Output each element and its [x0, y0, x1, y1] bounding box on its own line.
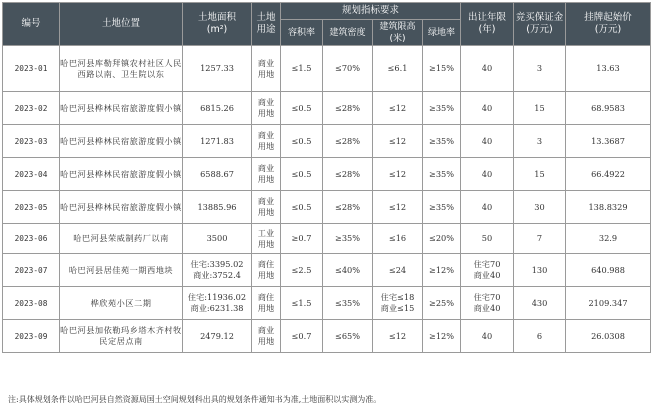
header-planning: 规划指标要求 [281, 3, 461, 20]
cell-far: ≤0.7 [281, 320, 323, 353]
table-row [3, 254, 651, 287]
cell-term: 40 [461, 125, 514, 158]
cell-area: 2479.12 [183, 320, 252, 353]
cell-code: 2023-06 [3, 224, 60, 254]
cell-code: 2023-09 [3, 320, 60, 353]
cell-term: 40 [461, 158, 514, 191]
cell-deposit: 6 [514, 320, 566, 353]
cell-term: 50 [461, 224, 514, 254]
cell-area: 6588.67 [183, 158, 252, 191]
cell-code: 2023-07 [3, 254, 60, 287]
header-term: 出让年限 (年) [461, 3, 514, 46]
cell-location: 哈巴河县桦林民宿旅游度假小镇 [60, 125, 183, 158]
cell-code: 2023-02 [3, 92, 60, 125]
cell-height: ≤24 [373, 254, 423, 287]
header-density: 建筑密度 [323, 20, 373, 46]
cell-deposit: 30 [514, 191, 566, 224]
header-far: 容积率 [281, 20, 323, 46]
cell-far: ≤1.5 [281, 46, 323, 92]
cell-density: ≤28% [323, 125, 373, 158]
cell-far: ≤1.5 [281, 287, 323, 320]
cell-use: 商业 用地 [252, 320, 281, 353]
cell-deposit: 430 [514, 287, 566, 320]
cell-far: ≤2.5 [281, 254, 323, 287]
cell-price: 68.9583 [566, 92, 651, 125]
cell-green: ≥35% [423, 191, 461, 224]
cell-height: ≤12 [373, 320, 423, 353]
cell-density: ≤70% [323, 46, 373, 92]
cell-deposit: 15 [514, 158, 566, 191]
cell-deposit: 130 [514, 254, 566, 287]
cell-deposit: 3 [514, 125, 566, 158]
cell-location: 哈巴河县桦林民宿旅游度假小镇 [60, 92, 183, 125]
cell-use: 商业 用地 [252, 92, 281, 125]
cell-price: 138.8329 [566, 191, 651, 224]
cell-density: ≤40% [323, 254, 373, 287]
cell-area: 6815.26 [183, 92, 252, 125]
cell-green: ≥35% [423, 125, 461, 158]
cell-use: 商住 用地 [252, 254, 281, 287]
table-body [3, 46, 651, 353]
table-row [3, 287, 651, 320]
cell-code: 2023-05 [3, 191, 60, 224]
cell-use: 商业 用地 [252, 125, 281, 158]
table-row [3, 224, 651, 254]
table-row [3, 125, 651, 158]
header-price: 挂牌起始价 (万元) [566, 3, 651, 46]
cell-density: ≤65% [323, 320, 373, 353]
cell-area: 1257.33 [183, 46, 252, 92]
cell-code: 2023-04 [3, 158, 60, 191]
cell-density: ≤28% [323, 92, 373, 125]
cell-location: 哈巴河县库勒拜镇农村社区人民西路以南、卫生院以东 [60, 46, 183, 92]
cell-far: ≤0.5 [281, 125, 323, 158]
cell-location: 哈巴河县加依勒玛乡塔木齐村牧民定居点南 [60, 320, 183, 353]
cell-density: ≥35% [323, 224, 373, 254]
cell-use: 商住 用地 [252, 287, 281, 320]
cell-code: 2023-03 [3, 125, 60, 158]
cell-deposit: 7 [514, 224, 566, 254]
table-row [3, 92, 651, 125]
cell-far: ≤0.5 [281, 191, 323, 224]
cell-far: ≥0.7 [281, 224, 323, 254]
cell-price: 13.3687 [566, 125, 651, 158]
cell-code: 2023-08 [3, 287, 60, 320]
cell-far: ≤0.5 [281, 92, 323, 125]
cell-use: 工业 用地 [252, 224, 281, 254]
cell-green: ≥12% [423, 320, 461, 353]
cell-use: 商业 用地 [252, 158, 281, 191]
cell-height: ≤6.1 [373, 46, 423, 92]
cell-term: 40 [461, 92, 514, 125]
cell-area: 住宅:3395.02 商业:3752.4 [183, 254, 252, 287]
table-row [3, 191, 651, 224]
header-use: 土地 用途 [252, 3, 281, 46]
cell-green: ≥15% [423, 46, 461, 92]
cell-height: ≤12 [373, 125, 423, 158]
cell-green: ≥25% [423, 287, 461, 320]
cell-location: 哈巴河县桦林民宿旅游度假小镇 [60, 158, 183, 191]
cell-price: 32.9 [566, 224, 651, 254]
cell-location: 桦欣苑小区二期 [60, 287, 183, 320]
cell-density: ≤28% [323, 191, 373, 224]
cell-term: 40 [461, 320, 514, 353]
cell-far: ≤0.5 [281, 158, 323, 191]
header-green: 绿地率 [423, 20, 461, 46]
header-height: 建筑限高 (米) [373, 20, 423, 46]
cell-height: 住宅≤18 商业≤15 [373, 287, 423, 320]
cell-code: 2023-01 [3, 46, 60, 92]
cell-term: 住宅70 商业40 [461, 254, 514, 287]
cell-green: ≤20% [423, 224, 461, 254]
cell-area: 3500 [183, 224, 252, 254]
footnote: 注:具体规划条件以哈巴河县自然资源局国土空间规划科出具的规划条件通知书为准,土地面积以实测为准。 [8, 395, 382, 404]
table-row [3, 46, 651, 92]
cell-price: 66.4922 [566, 158, 651, 191]
cell-deposit: 3 [514, 46, 566, 92]
cell-area: 1271.83 [183, 125, 252, 158]
land-listing-table [2, 2, 651, 353]
cell-location: 哈巴河县居佳苑一期西地块 [60, 254, 183, 287]
table-row [3, 320, 651, 353]
cell-density: ≤35% [323, 287, 373, 320]
table-row [3, 158, 651, 191]
cell-height: ≤16 [373, 224, 423, 254]
header-area: 土地面积 (m²) [183, 3, 252, 46]
header-deposit: 竞买保证金 (万元) [514, 3, 566, 46]
cell-deposit: 15 [514, 92, 566, 125]
cell-location: 哈巴河县桦林民宿旅游度假小镇 [60, 191, 183, 224]
cell-price: 26.0308 [566, 320, 651, 353]
cell-green: ≥35% [423, 92, 461, 125]
cell-green: ≥12% [423, 254, 461, 287]
cell-density: ≤28% [323, 158, 373, 191]
table-header [3, 3, 651, 46]
cell-price: 2109.347 [566, 287, 651, 320]
cell-price: 640.988 [566, 254, 651, 287]
cell-use: 商业 用地 [252, 46, 281, 92]
cell-price: 13.63 [566, 46, 651, 92]
cell-term: 40 [461, 46, 514, 92]
header-code: 编号 [3, 3, 60, 46]
header-location: 土地位置 [60, 3, 183, 46]
cell-height: ≤12 [373, 158, 423, 191]
cell-term: 40 [461, 191, 514, 224]
cell-area: 13885.96 [183, 191, 252, 224]
cell-area: 住宅:11936.02 商业:6231.38 [183, 287, 252, 320]
cell-location: 哈巴河县荣威制药厂以南 [60, 224, 183, 254]
cell-green: ≥35% [423, 158, 461, 191]
cell-use: 商业 用地 [252, 191, 281, 224]
cell-height: ≤12 [373, 92, 423, 125]
cell-height: ≤12 [373, 191, 423, 224]
cell-term: 住宅70 商业40 [461, 287, 514, 320]
